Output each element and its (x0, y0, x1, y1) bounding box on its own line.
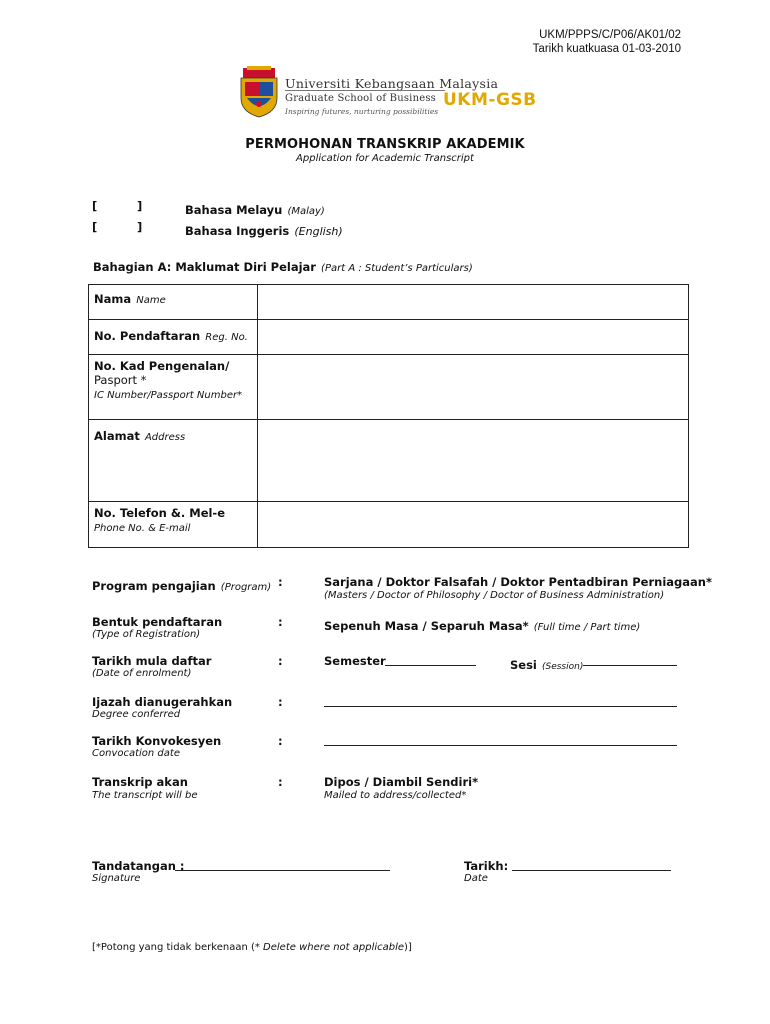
checkbox-english-open[interactable]: [ (92, 220, 98, 234)
registration-value-group[interactable] (324, 615, 640, 634)
footnote-prefix: [*Potong yang tidak berkenaan (* (92, 942, 264, 953)
session-field[interactable] (583, 654, 677, 666)
address-label-cell (89, 420, 258, 502)
form-subtitle: Application for Academic Transcript (296, 153, 474, 164)
option-english-label-en: (English) (294, 225, 343, 238)
row-address (89, 420, 689, 502)
ic-label: No. Kad Pengenalan/ (94, 359, 230, 373)
registration-colon: : (278, 615, 283, 629)
reg-label-en: Reg. No. (205, 332, 248, 343)
transcript-colon: : (278, 775, 283, 789)
convocation-field[interactable] (324, 734, 677, 746)
address-label-en: Address (144, 432, 186, 443)
checkbox-malay-open[interactable]: [ (92, 199, 98, 213)
name-label-cell (89, 285, 258, 320)
row-name (89, 285, 689, 320)
convocation-label-en: Convocation date (92, 748, 180, 759)
ic-input-cell[interactable] (258, 355, 689, 420)
ic-label-cell (89, 355, 258, 420)
date-label: Tarikh: (464, 859, 509, 873)
section-a-title-en: (Part A : Student’s Particulars) (321, 263, 473, 274)
reg-label: No. Pendaftaran (94, 329, 201, 343)
convocation-colon: : (278, 734, 283, 748)
footnote-italic: Delete where not applicable (263, 942, 405, 953)
name-input-cell[interactable] (258, 285, 689, 320)
signature-label-en: Signature (92, 873, 141, 884)
program-label: Program pengajian (92, 579, 216, 593)
footnote (92, 942, 412, 953)
university-crest-icon (237, 66, 281, 118)
footnote-suffix: )] (404, 942, 412, 953)
option-malay (185, 199, 325, 218)
option-english-label: Bahasa Inggeris (185, 224, 290, 238)
row-reg-no (89, 320, 689, 355)
registration-value: Sepenuh Masa / Separuh Masa* (324, 619, 529, 633)
transcript-label-en: The transcript will be (92, 790, 198, 801)
date-label-en: Date (464, 873, 488, 884)
logo-tagline: Inspiring futures, nurturing possibilities (285, 107, 439, 116)
reg-label-cell (89, 320, 258, 355)
transcript-label: Transkrip akan (92, 775, 188, 789)
ic-label-2: Pasport * (94, 373, 147, 387)
row-phone (89, 502, 689, 548)
date-field[interactable] (512, 859, 671, 871)
checkbox-english-close[interactable]: ] (137, 220, 143, 234)
logo-brand: UKM-GSB (443, 90, 537, 110)
session-label-group (510, 654, 583, 673)
semester-label: Semester (324, 654, 386, 668)
form-title: PERMOHONAN TRANSKRIP AKADEMIK (245, 137, 525, 152)
degree-colon: : (278, 695, 283, 709)
signature-field[interactable] (175, 859, 390, 871)
phone-label: No. Telefon &. Mel-e (94, 506, 226, 520)
transcript-value-en: Mailed to address/collected* (324, 790, 467, 801)
registration-label: Bentuk pendaftaran (92, 615, 223, 629)
phone-input-cell[interactable] (258, 502, 689, 548)
session-label-en: (Session) (541, 662, 584, 672)
reg-input-cell[interactable] (258, 320, 689, 355)
effective-date: Tarikh kuatkuasa 01-03-2010 (532, 43, 681, 55)
logo-school-name: Graduate School of Business (285, 93, 437, 104)
start-date-colon: : (278, 654, 283, 668)
signature-label: Tandatangan : (92, 859, 185, 873)
checkbox-malay-close[interactable]: ] (137, 199, 143, 213)
option-malay-label: Bahasa Melayu (185, 203, 283, 217)
address-label: Alamat (94, 429, 140, 443)
form-reference-code: UKM/PPPS/C/P06/AK01/02 (539, 29, 681, 41)
degree-field[interactable] (324, 695, 677, 707)
semester-field[interactable] (385, 654, 476, 666)
program-value[interactable]: Sarjana / Doktor Falsafah / Doktor Pentadbiran Perniagaan* (324, 575, 712, 589)
phone-label-cell (89, 502, 258, 548)
convocation-label: Tarikh Konvokesyen (92, 734, 222, 748)
ic-label-en: IC Number/Passport Number* (94, 390, 243, 401)
transcript-value[interactable]: Dipos / Diambil Sendiri* (324, 775, 479, 789)
row-ic (89, 355, 689, 420)
degree-label: Ijazah dianugerahkan (92, 695, 233, 709)
name-label: Nama (94, 292, 132, 306)
registration-value-en: (Full time / Part time) (533, 622, 641, 633)
section-a-heading (93, 256, 473, 275)
phone-label-en: Phone No. & E-mail (94, 523, 191, 534)
session-label: Sesi (510, 658, 537, 672)
particulars-table (88, 284, 689, 548)
option-english (185, 220, 343, 239)
program-colon: : (278, 575, 283, 589)
registration-label-en: (Type of Registration) (92, 629, 201, 640)
logo-divider (285, 90, 445, 91)
name-label-en: Name (136, 295, 166, 306)
degree-label-en: Degree conferred (92, 709, 181, 720)
program-label-en: (Program) (220, 582, 272, 593)
option-malay-label-en: (Malay) (287, 206, 325, 217)
program-value-en: (Masters / Doctor of Philosophy / Doctor of Business Administration) (324, 590, 665, 601)
logo-university-name: Universiti Kebangsaan Malaysia (285, 76, 499, 91)
section-a-title: Bahagian A: Maklumat Diri Pelajar (93, 260, 316, 274)
start-date-label: Tarikh mula daftar (92, 654, 212, 668)
address-input-cell[interactable] (258, 420, 689, 502)
start-date-label-en: (Date of enrolment) (92, 668, 192, 679)
program-label-group (92, 575, 271, 594)
